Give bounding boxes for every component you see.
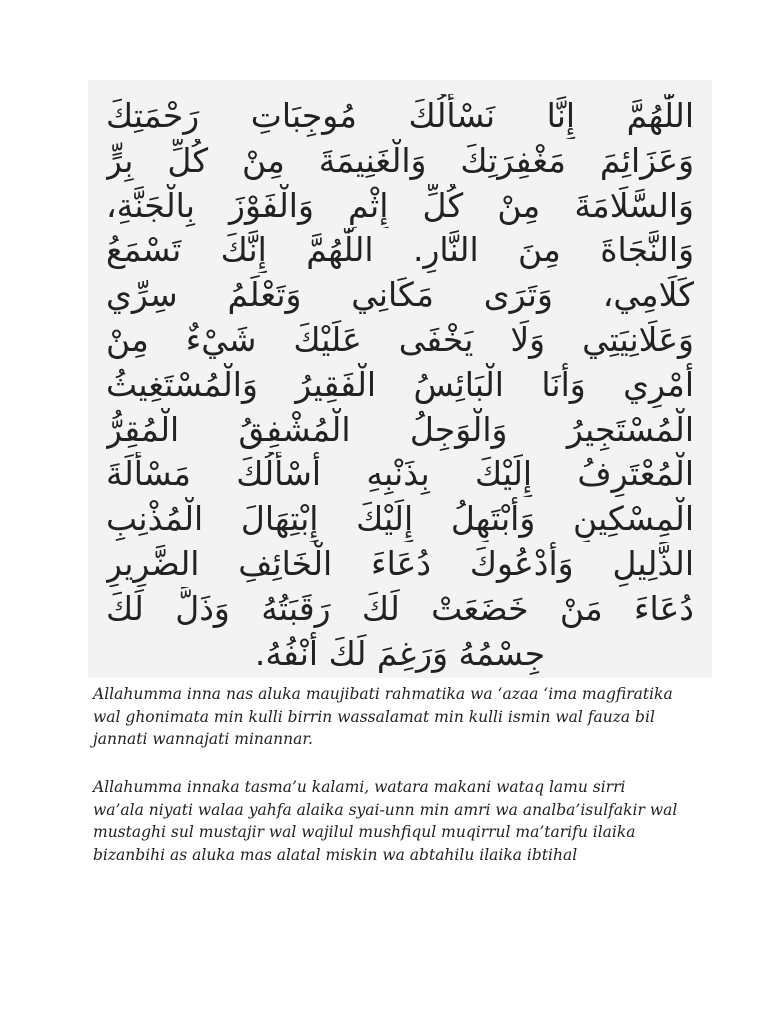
arabic-line: الْمُسْتَجِيرُ وَالْوَجِلُ الْمُشْفِقُ الْمُقِرُّ	[106, 409, 694, 449]
transliteration-line: mustaghi sul mustajir wal wajilul mushfiqul muqirrul ma’tarifu ilaika	[93, 823, 636, 841]
arabic-line: دُعَاءَ مَنْ خَضَعَتْ لَكَ رَقَبَتُهُ وَذَلَّ لَكَ	[106, 588, 694, 628]
transliteration-paragraph-2	[93, 776, 693, 866]
transliteration-line: Allahumma innaka tasma’u kalami, watara makani wataq lamu sirri	[93, 778, 626, 796]
arabic-line: أَمْرِي وَأَنَا الْبَائِسُ الْفَقِيرُ وَالْمُسْتَغِيثُ	[106, 364, 694, 404]
transliteration-line: Allahumma inna nas aluka maujibati rahmatika wa ‘azaa ‘ima magfiratika	[93, 685, 673, 703]
arabic-line: جِسْمُهُ وَرَغِمَ لَكَ أَنْفُهُ.	[254, 633, 546, 673]
arabic-line: كَلَامِي، وَتَرَى مَكَانِي وَتَعْلَمُ سِرِّي	[106, 275, 694, 315]
arabic-line: الْمُعْتَرِفُ إِلَيْكَ بِذَنْبِهِ أَسْأَلُكَ مَسْأَلَةَ	[106, 454, 694, 494]
transliteration-line: wal ghonimata min kulli birrin wassalamat min kulli ismin wal fauza bil	[93, 707, 655, 726]
transliteration-line: wa’ala niyati walaa yahfa alaika syai-unn min amri wa analba’isulfakir wal	[93, 800, 678, 819]
transliteration-paragraph-1	[93, 683, 693, 751]
arabic-line: وَالنَّجَاةَ مِنَ النَّارِ. اللّٰهُمَّ إِنَّكَ تَسْمَعُ	[106, 230, 694, 270]
transliteration-line: bizanbihi as aluka mas alatal miskin wa abtahilu ilaika ibtihal	[93, 845, 578, 864]
arabic-prayer-image	[88, 80, 712, 678]
arabic-line: اللّٰهُمَّ إِنَّا نَسْأَلُكَ مُوجِبَاتِ رَحْمَتِكَ	[106, 96, 694, 135]
arabic-line: وَعَلَانِيَتِي وَلَا يَخْفَى عَلَيْكَ شَيْءٌ مِنْ	[106, 319, 694, 359]
arabic-line: وَالسَّلَامَةَ مِنْ كُلِّ إِثْمٍ وَالْفَوْزَ بِالْجَنَّةِ،	[106, 185, 694, 225]
arabic-line: الذَّلِيلِ وَأَدْعُوكَ دُعَاءَ الْخَائِفِ الضَّرِيرِ	[106, 543, 694, 583]
transliteration-line: jannati wannajati minannar.	[93, 730, 313, 748]
arabic-line: الْمِسْكِينِ وَأَبْتَهِلُ إِلَيْكَ إِبْتِهَالَ الْمُذْنِبِ	[106, 499, 694, 539]
arabic-line: وَعَزَائِمَ مَغْفِرَتِكَ وَالْغَنِيمَةَ مِنْ كُلِّ بِرٍّ	[106, 140, 694, 180]
